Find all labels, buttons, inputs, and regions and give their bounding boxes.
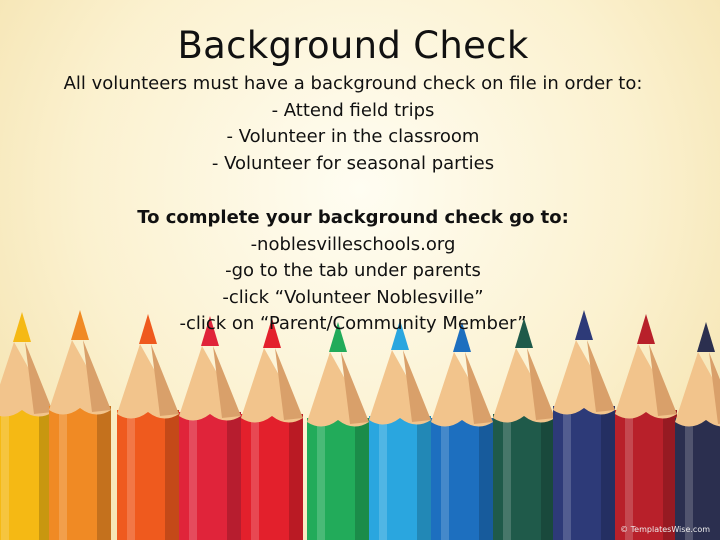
slide-title: Background Check — [177, 24, 529, 67]
instruction-step: -click “Volunteer Noblesville” — [222, 286, 484, 308]
pencil — [117, 314, 179, 540]
instruction-step: -go to the tab under parents — [225, 260, 481, 281]
pencil — [179, 316, 241, 540]
spacer — [0, 177, 706, 205]
instruction-step: -noblesvilleschools.org — [250, 233, 456, 255]
slide-body — [0, 71, 706, 338]
pencil — [493, 318, 555, 540]
pencil — [241, 318, 303, 540]
pencil — [0, 312, 53, 540]
template-credit: © TemplatesWise.com — [620, 525, 710, 534]
instructions-heading: To complete your background check go to: — [137, 207, 569, 228]
pencil — [553, 310, 615, 540]
pencil — [369, 320, 431, 540]
requirement-item: - Volunteer in the classroom — [226, 126, 480, 147]
intro-text: All volunteers must have a background check on file in order to: — [63, 73, 643, 94]
pencil — [615, 314, 677, 540]
requirement-item: - Volunteer for seasonal parties — [211, 152, 495, 174]
pencil — [307, 322, 369, 540]
instruction-step: -click on “Parent/Community Member” — [179, 313, 527, 334]
pencil — [431, 322, 493, 540]
requirement-item: - Attend field trips — [271, 99, 435, 121]
pencil — [675, 322, 720, 540]
pencil — [49, 310, 111, 540]
